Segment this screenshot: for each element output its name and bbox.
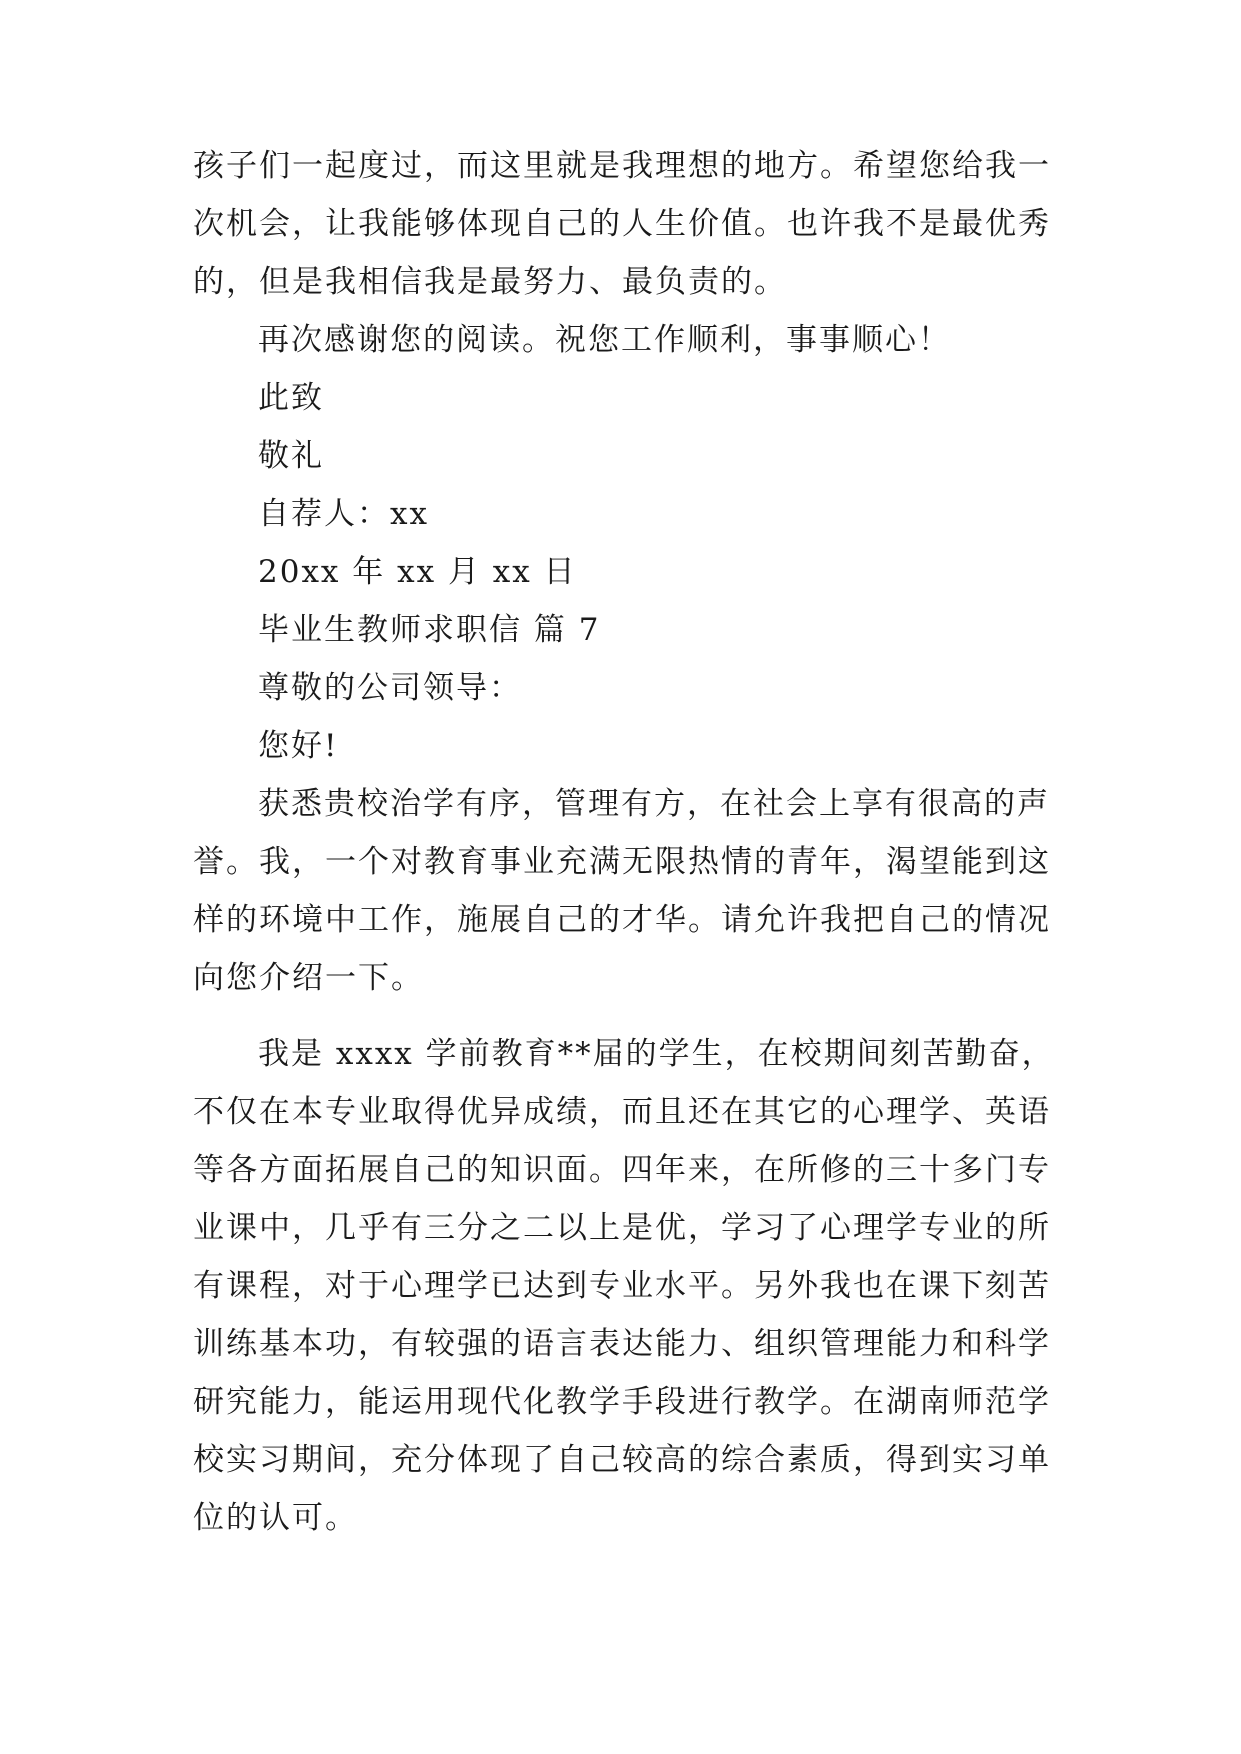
text-line: 不仅在本专业取得优异成绩，而且还在其它的心理学、英语: [193, 1094, 1051, 1130]
text-line: 业课中，几乎有三分之二以上是优，学习了心理学专业的所: [193, 1210, 1051, 1246]
section-heading: 毕业生教师求职信 篇 7: [258, 612, 601, 648]
text-line: 有课程，对于心理学已达到专业水平。另外我也在课下刻苦: [193, 1268, 1051, 1304]
date: 20xx 年 xx 月 xx 日: [258, 554, 577, 590]
text-line: 再次感谢您的阅读。祝您工作顺利，事事顺心！: [258, 322, 951, 358]
greeting-recipient: 尊敬的公司领导：: [258, 670, 522, 706]
text-line: 向您介绍一下。: [193, 960, 424, 996]
signature: 自荐人：xx: [258, 496, 429, 532]
text-line: 研究能力，能运用现代化教学手段进行教学。在湖南师范学: [193, 1384, 1051, 1420]
text-line: 位的认可。: [193, 1500, 358, 1536]
text-line: 誉。我，一个对教育事业充满无限热情的青年，渴望能到这: [193, 844, 1051, 880]
text-line: 次机会，让我能够体现自己的人生价值。也许我不是最优秀: [193, 206, 1051, 242]
text-line: 训练基本功，有较强的语言表达能力、组织管理能力和科学: [193, 1326, 1051, 1362]
text-line: 等各方面拓展自己的知识面。四年来，在所修的三十多门专: [193, 1152, 1051, 1188]
text-line: 的，但是我相信我是最努力、最负责的。: [193, 264, 787, 300]
text-line: 获悉贵校治学有序，管理有方，在社会上享有很高的声: [258, 786, 1050, 822]
text-line: 样的环境中工作，施展自己的才华。请允许我把自己的情况: [193, 902, 1051, 938]
text-line: 我是 xxxx 学前教育**届的学生，在校期间刻苦勤奋，: [258, 1036, 1055, 1072]
closing-regards: 敬礼: [258, 438, 324, 474]
text-line: 孩子们一起度过，而这里就是我理想的地方。希望您给我一: [193, 148, 1051, 184]
closing-salutation: 此致: [258, 380, 324, 416]
greeting: 您好!: [258, 728, 339, 764]
text-line: 校实习期间，充分体现了自己较高的综合素质，得到实习单: [193, 1442, 1051, 1478]
